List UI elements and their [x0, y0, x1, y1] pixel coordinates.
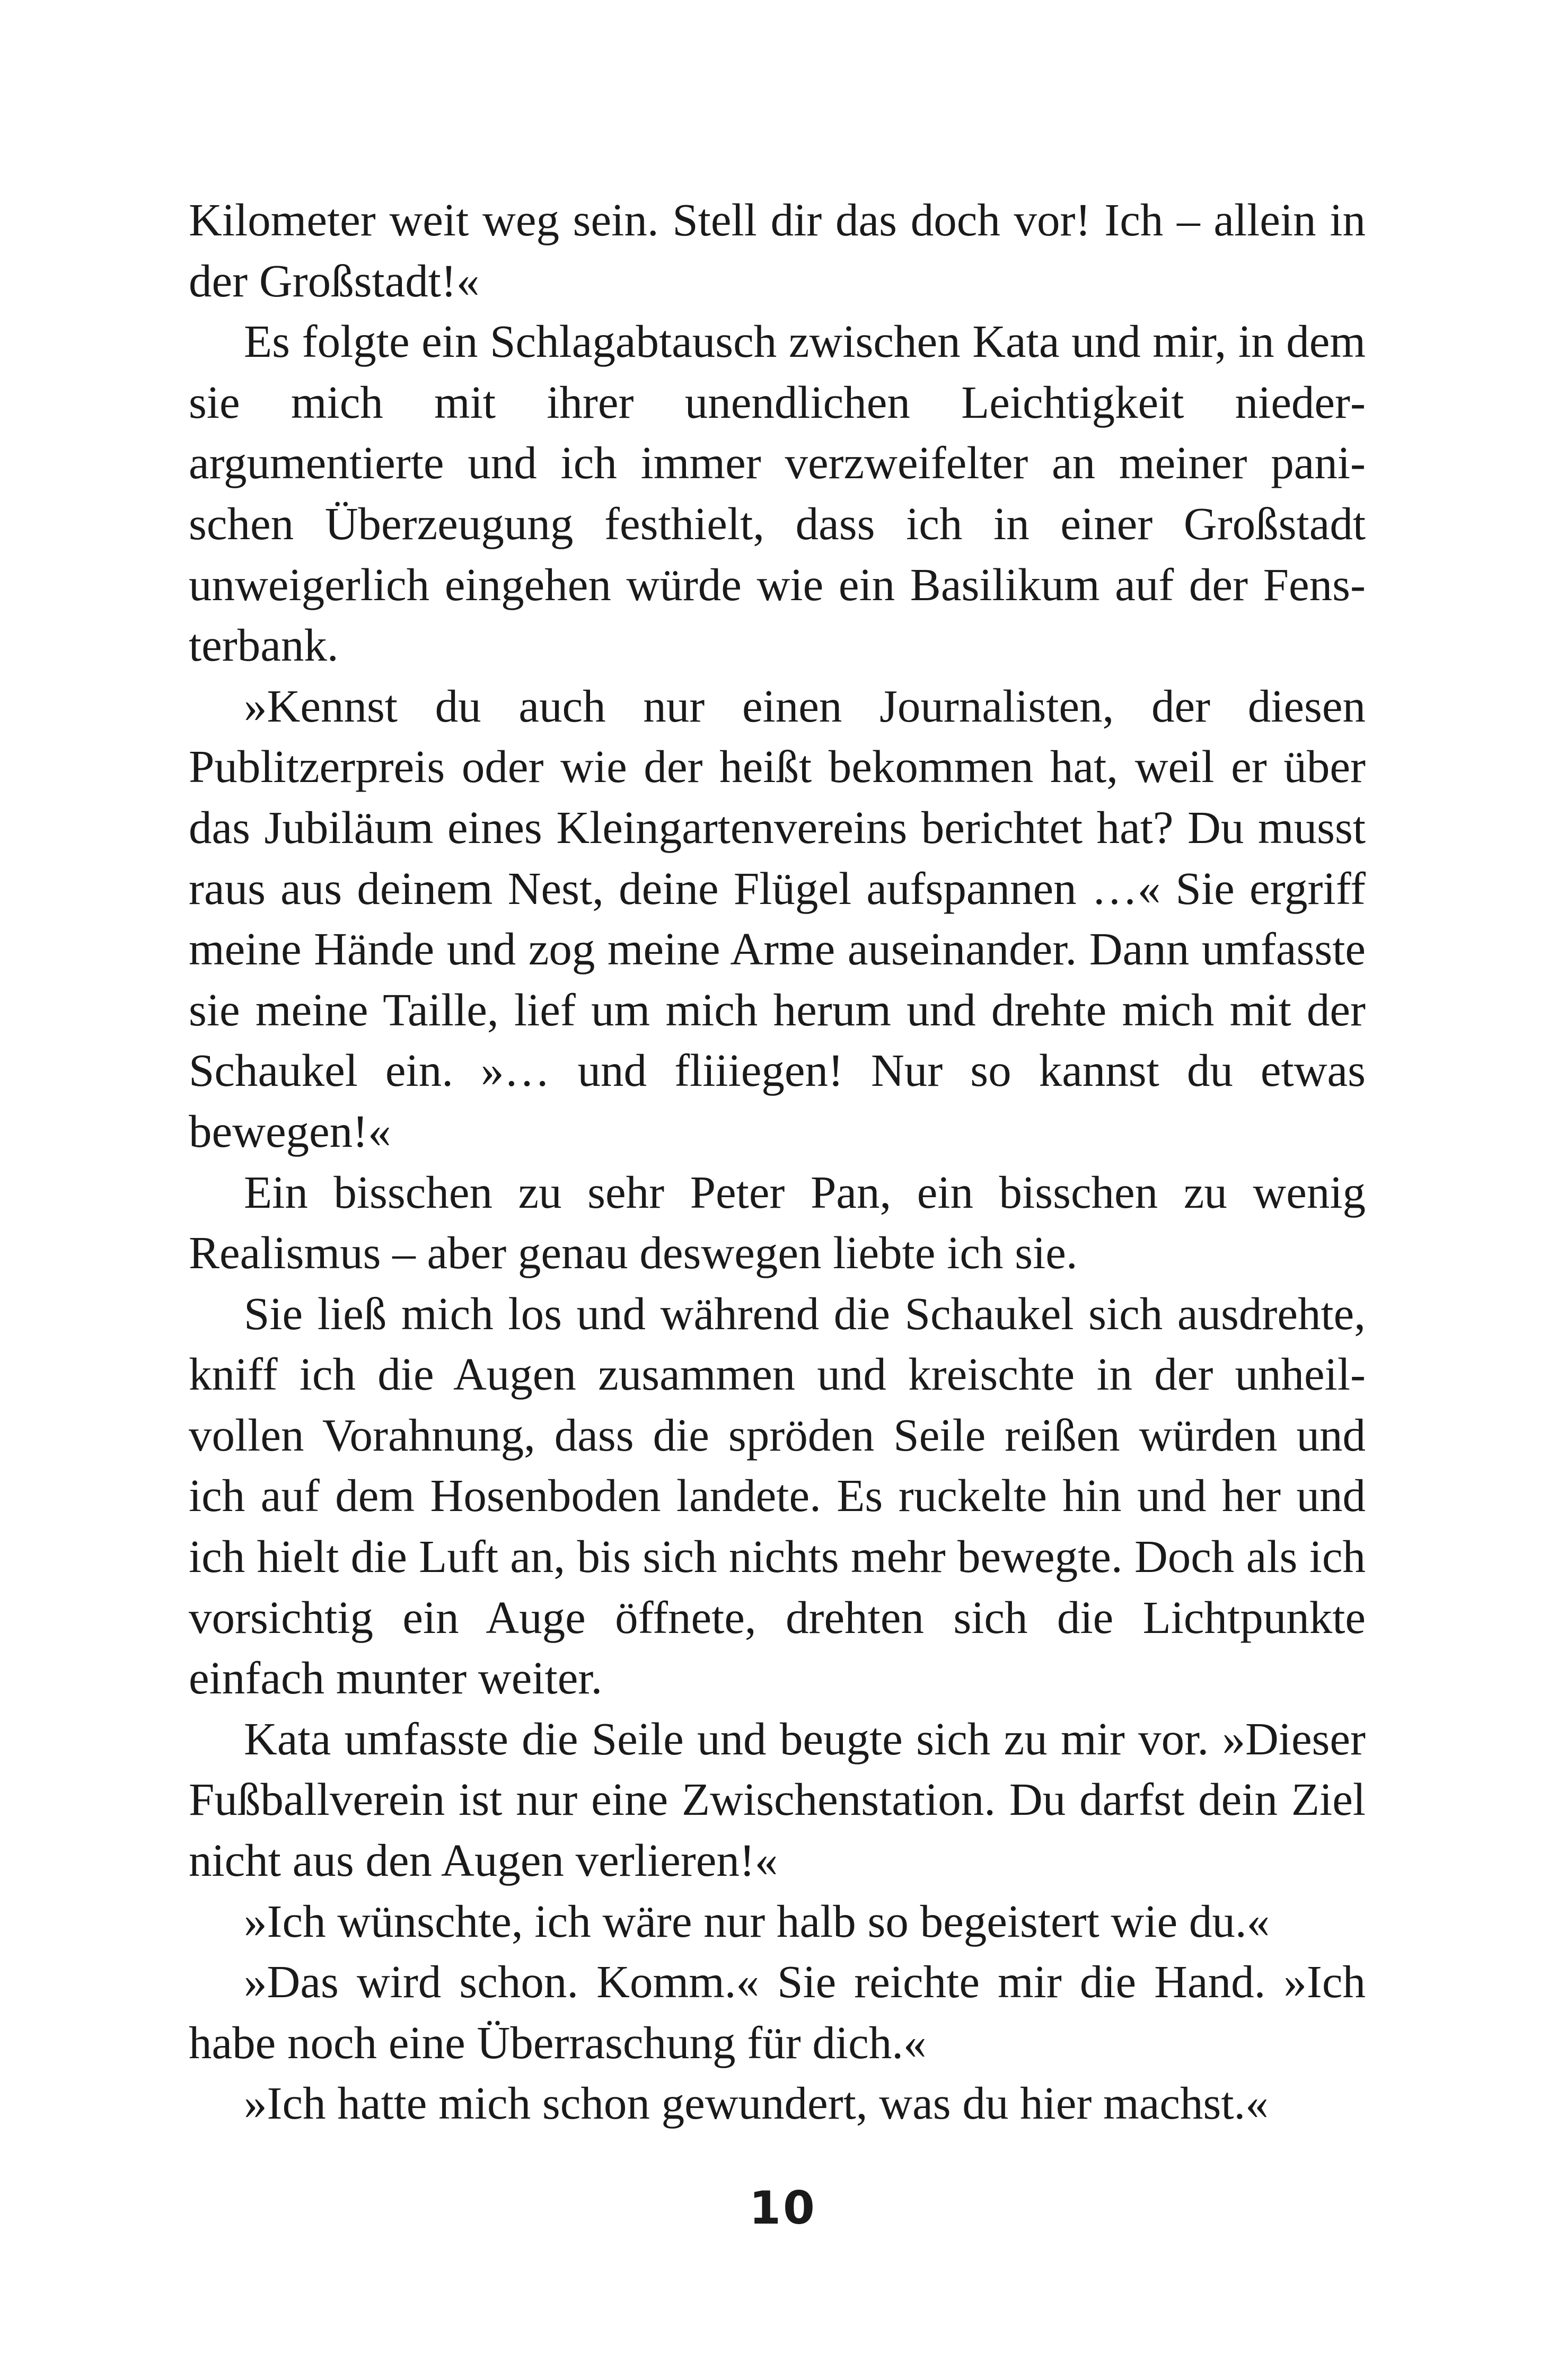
paragraph: Kata umfasste die Seile und beugte sich zu mir vor. »Dieser Fußballverein ist nur eine Zwischenstation. Du darfst dein Ziel nicht aus den Augen verlieren!« — [189, 1712, 1366, 1886]
paragraph: Es folgte ein Schlagabtausch zwischen Kata und mir, in dem sie mich mit ihrer unendlichen Leichtigkeit niederargumentierte und ich immer verzweifelter an meiner panischen Überzeugung festhielt, dass ich in einer Großstadt unweigerlich eingehen würde wie ein Basilikum auf der Fensterbank. — [189, 315, 1366, 671]
paragraph: Kilometer weit weg sein. Stell dir das doch vor! Ich – allein in der Großstadt!« — [189, 194, 1366, 306]
page-number: 10 — [749, 2182, 817, 2235]
paragraph: »Ich wünschte, ich wäre nur halb so begeistert wie du.« — [244, 1895, 1270, 1947]
paragraph: »Ich hatte mich schon gewundert, was du hier machst.« — [244, 2077, 1269, 2129]
paragraph: Sie ließ mich los und während die Schaukel sich ausdrehte, kniff ich die Augen zusammen und kreischte in der unheilvollen Vorahnung, dass die spröden Seile reißen würden und ich auf dem Hosenboden landete. Es ruckelte hin und her und ich hielt die Luft an, bis sich nichts mehr bewegte. Doch als ich vorsichtig ein Auge öffnete, drehten sich die Lichtpunkte einfach munter weiter. — [189, 1287, 1366, 1704]
body-text — [189, 190, 1366, 2134]
paragraph: »Kennst du auch nur einen Journalisten, der diesen Publitzerpreis oder wie der heißt bekommen hat, weil er über das Jubiläum eines Kleingartenvereins berichtet hat? Du musst raus aus deinem Nest, deine Flügel aufspannen …« Sie ergriff meine Hände und zog meine Arme auseinander. Dann umfasste sie meine Taille, lief um mich herum und drehte mich mit der Schaukel ein. »… und fliiiegen! Nur so kannst du etwas bewegen!« — [189, 680, 1366, 1157]
paragraph: »Das wird schon. Komm.« Sie reichte mir die Hand. »Ich habe noch eine Überraschung für dich.« — [189, 1956, 1366, 2068]
paragraph: Ein bisschen zu sehr Peter Pan, ein bisschen zu wenig Realismus – aber genau deswegen liebte ich sie. — [189, 1166, 1366, 1279]
